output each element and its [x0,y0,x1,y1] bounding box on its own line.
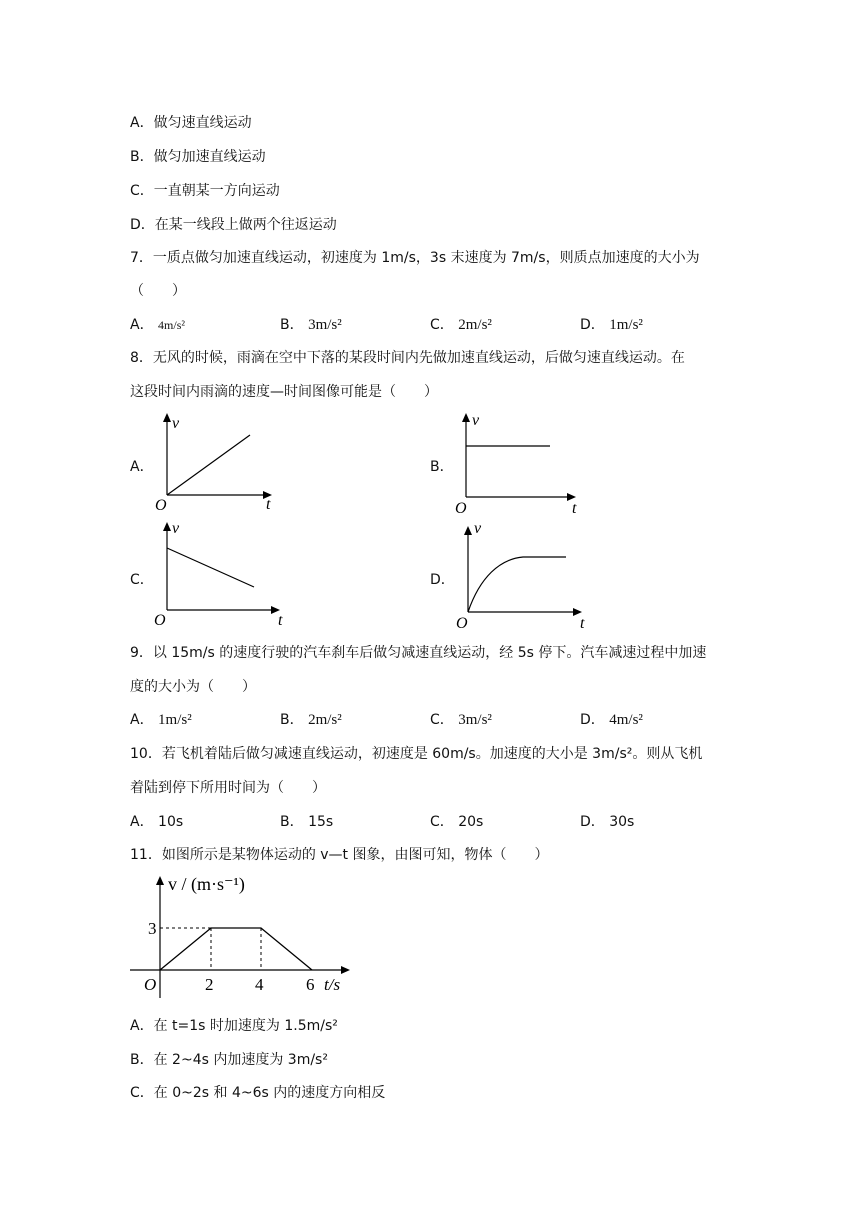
q8-graph-d [450,517,595,629]
q11-vt-line [160,928,312,970]
q10-option-c: C． 20s [430,814,484,830]
q6-option-b: B．做匀加速直线运动 [130,149,266,165]
q7-option-b: B． 3m/s² [280,317,342,333]
q11-stem-line1: 11．如图所示是某物体运动的 v—t 图象，由图可知，物体（ ） [130,847,549,863]
q11-xtick-6: 6 [306,975,315,994]
q8-d-curve [468,557,566,612]
q10-stem-line2: 着陆到停下所用时间为（ ） [130,780,326,796]
q8-a-o: O [155,497,167,514]
q8-option-a-letter: A． [130,459,154,475]
q7-stem-line1: 7．一质点做匀加速直线运动，初速度为 1m/s，3s 末速度为 7m/s，则质点加速度的大小为 [130,250,700,266]
q8-c-t: t [278,612,283,627]
q11-option-b: B．在 2~4s 内加速度为 3m/s² [130,1052,328,1068]
q9-stem-line1: 9．以 15m/s 的速度行驶的汽车刹车后做匀减速直线运动，经 5s 停下。汽车减速过程中加速 [130,645,707,661]
q11-origin: O [144,975,157,994]
q7-option-a: A． 4m/s² [130,317,185,333]
q8-d-o: O [456,615,468,629]
q8-b-o: O [455,500,467,517]
q8-c-line [167,548,254,587]
q11-option-a: A．在 t=1s 时加速度为 1.5m/s² [130,1018,338,1034]
q11-xtick-2: 2 [205,975,214,994]
q10-stem-line1: 10．若飞机着陆后做匀减速直线运动，初速度是 60m/s。加速度的大小是 3m/s²。则从飞机 [130,746,703,762]
q8-b-t: t [572,500,577,517]
q8-graph-c [150,517,290,627]
q11-ytick-3: 3 [148,919,157,938]
q6-option-d: D．在某一线段上做两个往返运动 [130,217,337,233]
q11-option-c: C．在 0~2s 和 4~6s 内的速度方向相反 [130,1085,386,1101]
q9-stem-line2: 度的大小为（ ） [130,679,256,695]
q8-c-v: v [172,520,180,537]
q8-a-t: t [266,496,271,513]
q9-option-c: C． 3m/s² [430,712,492,728]
q11-xlabel: t/s [324,975,341,994]
q8-graph-a [150,410,280,515]
q8-stem-line1: 8．无风的时候，雨滴在空中下落的某段时间内先做加速直线运动，后做匀速直线运动。在 [130,350,685,366]
q6-option-a: A．做匀速直线运动 [130,115,252,131]
q9-option-b: B． 2m/s² [280,712,342,728]
q7-stem-line2: （ ） [130,283,186,299]
q8-option-c-letter: C． [130,572,154,588]
q11-vt-graph [130,870,360,1000]
q6-option-c: C．一直朝某一方向运动 [130,183,280,199]
q8-a-v: v [172,415,180,432]
q9-option-a: A． 1m/s² [130,712,192,728]
q8-d-v: v [474,520,482,537]
q10-option-d: D． 30s [580,814,635,830]
q8-option-b-letter: B． [430,459,454,475]
q11-ylabel: v / (m·s⁻¹) [168,874,245,894]
q8-c-o: O [154,612,166,627]
q9-option-d: D． 4m/s² [580,712,643,728]
q10-option-a: A． 10s [130,814,184,830]
q8-d-t: t [580,615,585,629]
q7-option-c: C． 2m/s² [430,317,492,333]
q8-graph-b [450,410,585,518]
q11-xtick-4: 4 [255,975,264,994]
q8-b-v: v [472,412,480,429]
q7-option-d: D． 1m/s² [580,317,643,333]
q8-stem-line2: 这段时间内雨滴的速度—时间图像可能是（ ） [130,384,438,400]
q8-option-d-letter: D． [430,572,455,588]
q10-option-b: B． 15s [280,814,334,830]
q8-a-line [167,435,250,495]
